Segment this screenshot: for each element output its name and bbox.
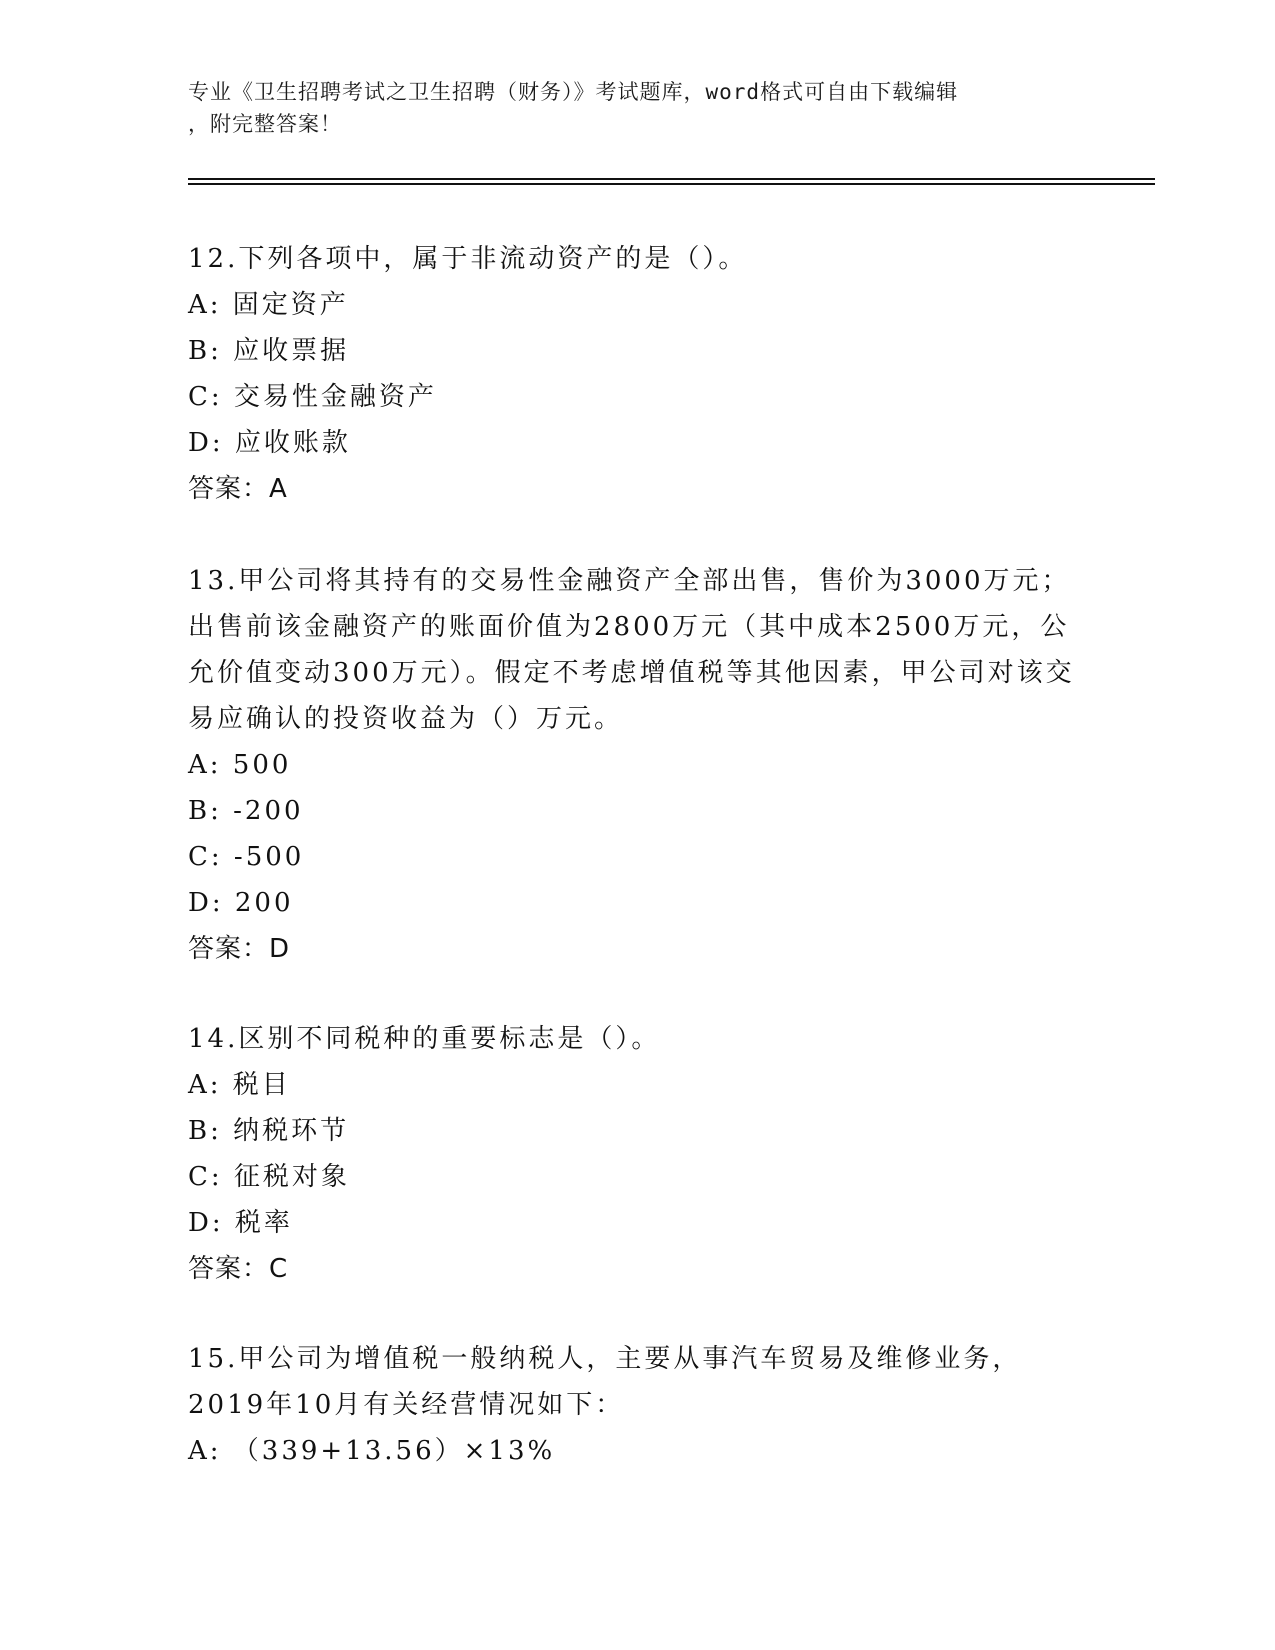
header-line-2: ，附完整答案！ xyxy=(188,112,342,136)
option-b: B: 纳税环节 xyxy=(188,1116,350,1146)
answer: 答案：A xyxy=(188,474,288,504)
document-header xyxy=(188,76,1068,140)
option-c: C: -500 xyxy=(188,842,305,872)
question-12 xyxy=(188,236,1088,512)
answer: 答案：C xyxy=(188,1254,289,1284)
option-a: A: 500 xyxy=(188,750,292,780)
option-c: C: 征税对象 xyxy=(188,1162,350,1192)
option-d: D: 200 xyxy=(188,888,294,918)
question-15 xyxy=(188,1336,1088,1474)
option-b: B: -200 xyxy=(188,796,304,826)
option-a: A: （339+13.56）×13% xyxy=(188,1436,556,1466)
header-line-1: 专业《卫生招聘考试之卫生招聘（财务）》考试题库，word格式可自由下载编辑 xyxy=(188,80,959,104)
question-stem: 12.下列各项中，属于非流动资产的是（）。 xyxy=(188,244,748,274)
answer: 答案：D xyxy=(188,934,291,964)
option-a: A: 固定资产 xyxy=(188,290,349,320)
question-14 xyxy=(188,1016,1088,1292)
question-13 xyxy=(188,558,1088,972)
question-stem: 15.甲公司为增值税一般纳税人，主要从事汽车贸易及维修业务，2019年10月有关经营情况如下： xyxy=(188,1344,1022,1420)
header-divider-top xyxy=(188,178,1155,180)
option-d: D: 应收账款 xyxy=(188,428,351,458)
header-divider-bottom xyxy=(188,183,1155,185)
option-c: C: 交易性金融资产 xyxy=(188,382,437,412)
question-stem: 13.甲公司将其持有的交易性金融资产全部出售，售价为3000万元；出售前该金融资产的账面价值为2800万元（其中成本2500万元，公允价值变动300万元）。假定不考虑增值税等其他因素，甲公司对该交易应确认的投资收益为（）万元。 xyxy=(188,566,1075,734)
option-b: B: 应收票据 xyxy=(188,336,350,366)
question-stem: 14.区别不同税种的重要标志是（）。 xyxy=(188,1024,661,1054)
option-d: D: 税率 xyxy=(188,1208,293,1238)
option-a: A: 税目 xyxy=(188,1070,291,1100)
